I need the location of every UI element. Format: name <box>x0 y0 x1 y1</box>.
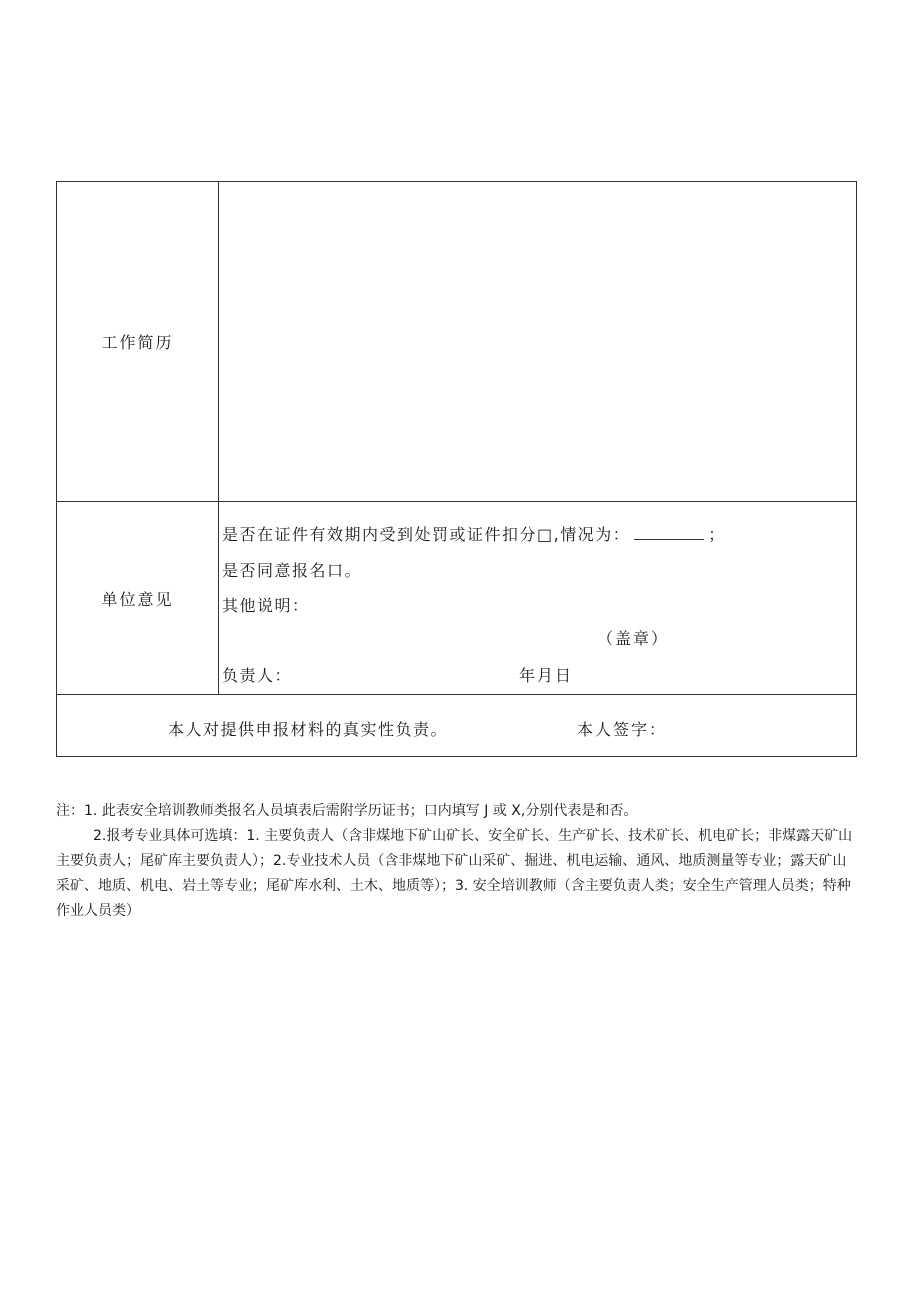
declaration-text: 本人对提供申报材料的真实性负责。 <box>168 720 449 739</box>
signature-label: 本人签字： <box>577 720 668 739</box>
work-history-row <box>57 182 856 502</box>
agree-registration-line: 是否同意报名口。 <box>222 561 363 580</box>
responsible-person-label: 负责人： <box>222 666 293 685</box>
other-notes-line: 其他说明： <box>222 596 310 615</box>
unit-opinion-row <box>57 502 856 695</box>
penalty-question-suffix: ； <box>708 525 726 544</box>
unit-opinion-label: 单位意见 <box>57 502 219 694</box>
unit-opinion-field <box>219 502 856 694</box>
date-label: 年月日 <box>519 666 574 685</box>
seal-label: （盖章） <box>597 629 670 648</box>
notes-section <box>56 799 857 924</box>
penalty-question-line <box>222 522 726 545</box>
penalty-question-text: 是否在证件有效期内受到处罚或证件扣分□,情况为： <box>222 525 631 544</box>
declaration-row <box>57 695 856 757</box>
work-history-field[interactable] <box>219 182 856 501</box>
penalty-detail-blank[interactable] <box>634 525 704 540</box>
work-history-label: 工作简历 <box>57 182 219 501</box>
note-1: 注：1. 此表安全培训教师类报名人员填表后需附学历证书；口内填写 J 或 X,分别代表是和否。 <box>56 803 638 819</box>
application-form-table <box>56 181 857 757</box>
note-2: 2.报考专业具体可选填：1. 主要负责人（含非煤地下矿山矿长、安全矿长、生产矿长、技术矿长、机电矿长；非煤露天矿山主要负责人；尾矿库主要负责人）；2.专业技术人员（含非煤地下矿山采矿、掘进、机电运输、通风、地质测量等专业；露天矿山采矿、地质、机电、岩土等专业；尾矿库水利、土木、地质等）；3. 安全培训教师（含主要负责人类；安全生产管理人员类；特种作业人员类） <box>56 828 853 919</box>
